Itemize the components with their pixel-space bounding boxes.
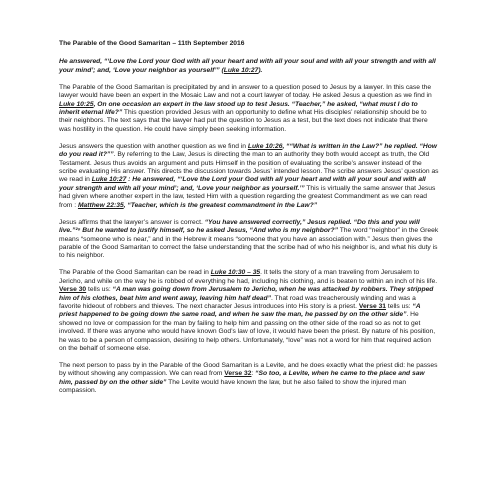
- paragraph-2: [59, 84, 439, 134]
- text-run: “A priest happened to be going down the same road, and when he saw the man, he passed by on the other side”: [59, 302, 421, 319]
- text-run: ).: [258, 66, 263, 74]
- text-run: This is virtually the same answer that Jesus had given where another expert in the law, tested Him with a question regarding the greatest Commandment as we can read from :: [59, 184, 436, 209]
- text-run: : He answered, “‘Love the Lord your God with all your heart and with all your soul and with all your strength and with all your mind’; and, ‘Love your neighbor as yourself.’”: [59, 176, 426, 192]
- scripture-reference: Matthew 22:35: [77, 201, 124, 209]
- paragraph-3: [59, 143, 439, 210]
- text-run: “A man was going down from Jerusalem to Jericho, when he was attacked by robbers. They stripped him of his clothes, beat him and went away, leaving him half dead”: [59, 286, 434, 302]
- document-body: [59, 40, 439, 404]
- paragraph-1: [59, 58, 439, 75]
- text-run: The word “neighbor” in the Greek means “someone who is near,” and in the Hebrew it means “someone that you have an association with.” Jesus then gives the parable of the Good Samaritan to correct the false understanding that the scribe had of who his neighbor is, and what his duty is to his neighbor.: [59, 227, 439, 260]
- scripture-reference: Verse 31: [358, 302, 387, 310]
- text-run: . He showed no love or compassion for the man by failing to help him and passing on the other side of the road so as not to get involved. If there was anyone who would have known God’s law of love, it would have been the priest. By nature of his position, he was to be a person of compassion, desiring to help others. Unfortunately, “love” was not a word for him that required action on the behalf of someone else.: [59, 311, 436, 352]
- scripture-reference: Verse 30: [59, 286, 87, 294]
- text-run: Jesus affirms that the lawyer’s answer is correct.: [59, 218, 205, 226]
- text-run: . It tells the story of a man traveling from Jerusalem to Jericho, and while on the way he is robbed of everything he had, including his clothing, and is beaten to within an inch of his life.: [59, 269, 438, 285]
- text-run: “So too, a Levite, when he came to the place and saw him, passed by on the other side”: [59, 370, 425, 386]
- text-run: The Parable of the Good Samaritan is precipitated by and in answer to a question posed to Jesus by a lawyer. In this case the lawyer would have been an expert in the Mosaic Law and not a court lawyer of today. He asked Jesus a question as we find in: [59, 83, 432, 100]
- paragraph-4: [59, 219, 439, 261]
- text-run: tells us:: [386, 302, 413, 310]
- text-run: “You have answered correctly,” Jesus replied. “Do this and you will live.”²⁹ But he wanted to justify himself, so he asked Jesus, “And who is my neighbor?”: [59, 218, 420, 235]
- text-run: This question provided Jesus with an opportunity to define what His disciples’ relationship should be to their neighbors. The text says that the lawyer had put the question to Jesus as a test, but the text does not indicate that there was hostility in the question. He could have simply been seeking information.: [59, 109, 428, 133]
- scripture-reference: Luke 10:26: [247, 142, 283, 150]
- text-run: The Parable of the Good Samaritan can be read in: [59, 269, 211, 277]
- text-run: , ““What is written in the Law?” he replied. “How do you read it?””: [59, 142, 438, 159]
- scripture-reference: Luke 10:27: [223, 66, 259, 74]
- text-run: , On one occasion an expert in the law stood up to test Jesus. “Teacher,” he asked, “what must I do to inherit eternal life?”: [59, 100, 418, 117]
- document-title: The Parable of the Good Samaritan – 11th September 2016: [59, 40, 245, 47]
- scripture-reference: Luke 10:25: [59, 100, 94, 108]
- scripture-reference: Luke 10:30 – 35: [210, 269, 261, 277]
- text-run: . That road was treacherously winding and was a favorite hideout of robbers and thieves. The next character Jesus introduces into His story is a priest.: [59, 294, 416, 310]
- text-run: tells us:: [86, 286, 113, 294]
- paragraph-5: [59, 269, 439, 353]
- text-run: . By referring to the Law, Jesus is directing the man to an authority they both would accept as truth, the Old Testament. Jesus thus avoids an argument and puts Himself in the position of evaluating the scribe’s answer instead of the scribe evaluating His answer. This directs the discussion towards Jesus’ intended lesson. The scribe answers Jesus’ question as we read in: [59, 151, 439, 184]
- paragraph-6: [59, 362, 439, 396]
- text-run: , “Teacher, which is the greatest commandment in the Law?”: [123, 201, 318, 209]
- text-run: :: [251, 370, 256, 378]
- text-run: The Levite would have known the law, but he also failed to show the injured man compassion.: [59, 378, 407, 395]
- scripture-reference: Verse 32: [224, 370, 252, 378]
- scripture-reference: Luke 10:27: [91, 176, 127, 184]
- text-run: The next person to pass by in the Parable of the Good Samaritan is a Levite, and he does exactly what the priest did: he passes by without showing any compassion. We can read from: [59, 361, 438, 378]
- text-run: Jesus answers the question with another question as we find in: [59, 142, 248, 150]
- text-run: He answered, “‘Love the Lord your God with all your heart and with all your soul and with all your strength and with all your mind’; and, ‘Love your neighbor as yourself’” (: [59, 58, 436, 74]
